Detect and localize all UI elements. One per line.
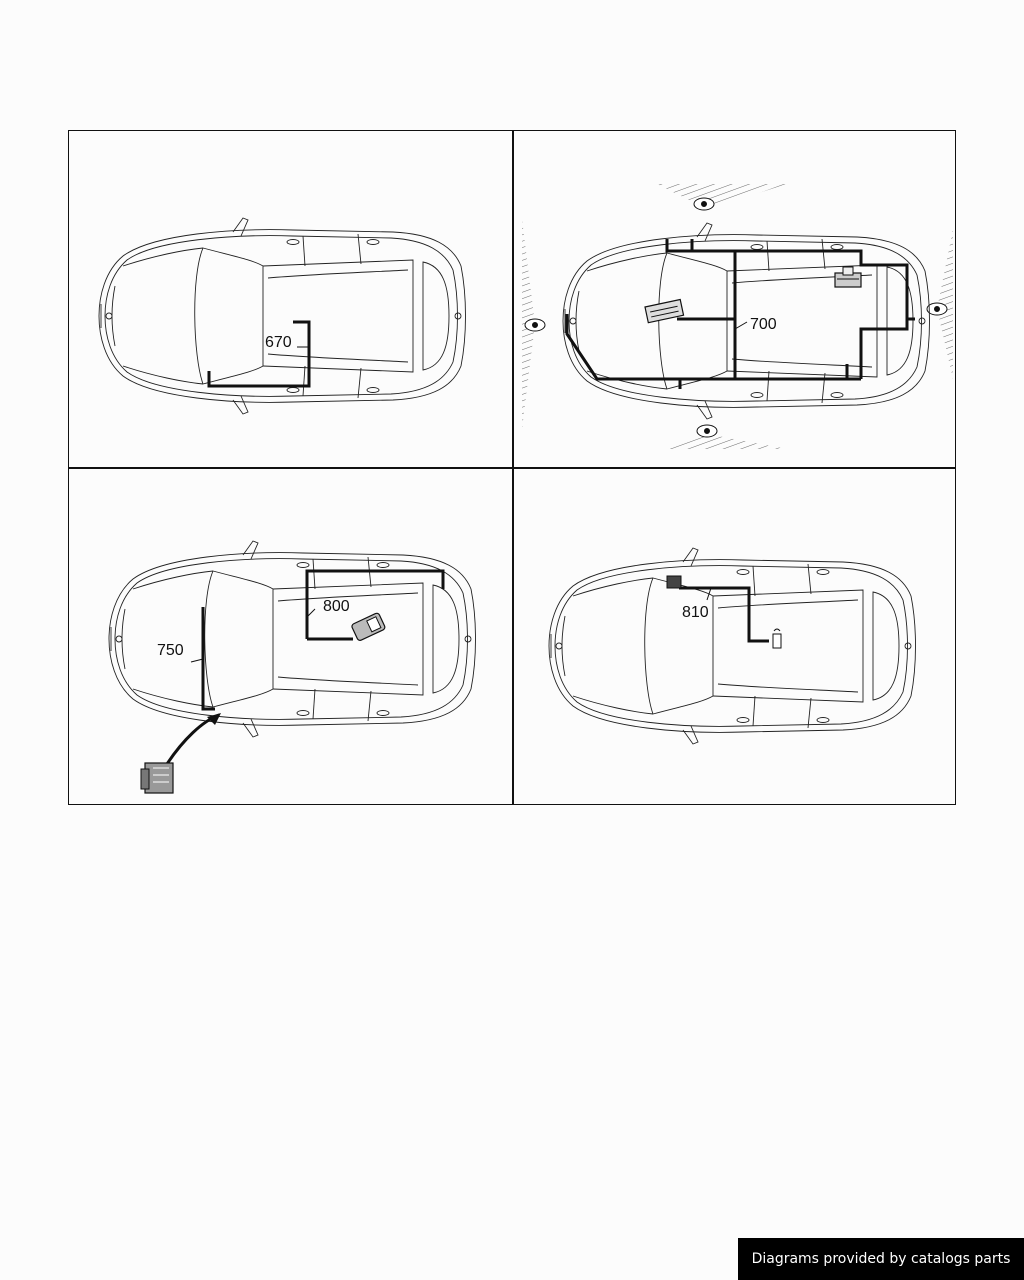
car-diagram-700 (517, 179, 957, 469)
door-lock-component-icon (141, 763, 173, 793)
callout-670: 670 (265, 334, 292, 351)
wiring-path-670 (209, 322, 309, 386)
callout-800: 800 (323, 598, 350, 615)
credit-banner: Diagrams provided by catalogs parts (738, 1238, 1024, 1280)
remote-control-icon (773, 629, 781, 648)
leader-line-750 (191, 659, 203, 662)
sensor-zones (522, 184, 953, 449)
antenna-module-icon (667, 576, 681, 588)
car-diagram-670 (93, 226, 493, 426)
diagram-grid (68, 130, 956, 805)
car-diagram-750-800 (103, 549, 523, 809)
leader-line-810 (707, 588, 711, 600)
arrow-pointer (165, 715, 219, 767)
callout-810: 810 (682, 604, 709, 621)
key-fob-icon (351, 612, 386, 641)
callout-750: 750 (157, 642, 184, 659)
seat-module-icon (835, 267, 861, 287)
leader-line-700 (735, 322, 747, 329)
car-diagram-810 (543, 556, 943, 756)
callout-700: 700 (750, 316, 777, 333)
